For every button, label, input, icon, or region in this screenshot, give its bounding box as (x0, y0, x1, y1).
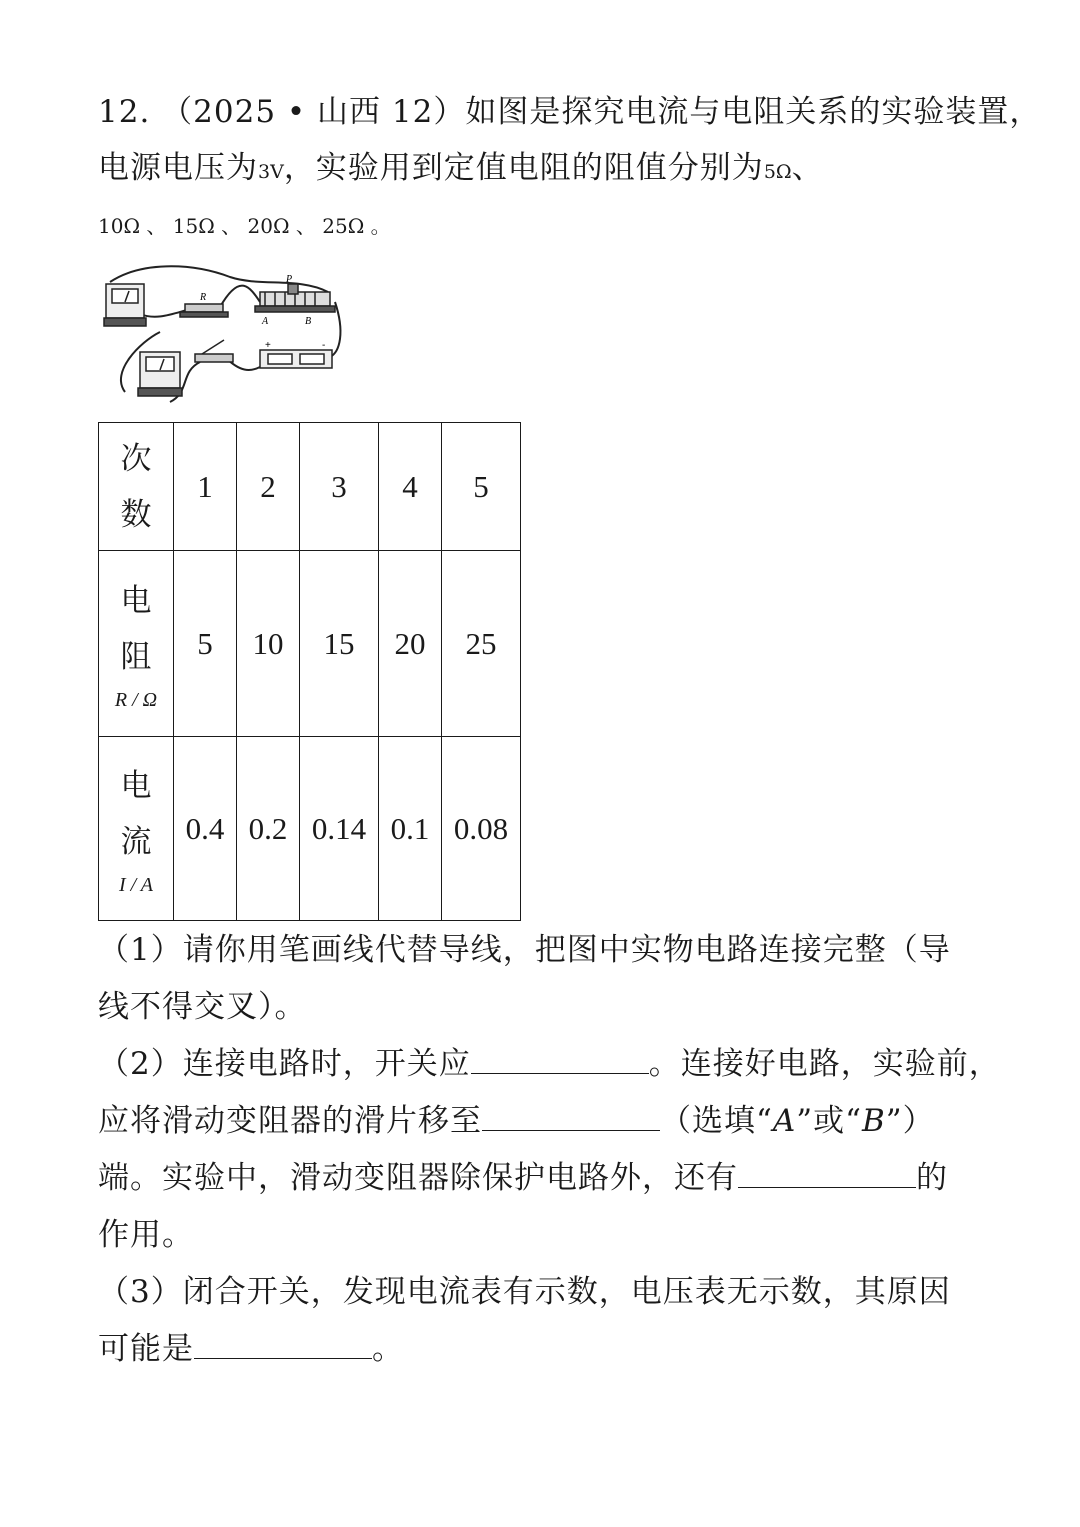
q2-text: 。连接好电路，实验前， (648, 1046, 1001, 1082)
separator: 、 (295, 214, 316, 238)
answer-blank-rheostat-role[interactable] (738, 1159, 916, 1188)
header-char: 阻 (120, 638, 152, 674)
table-cell: 10 (237, 551, 300, 737)
q2-text: ”或“ (796, 1103, 862, 1139)
resistor-value: 25Ω (322, 214, 365, 238)
table-cell: 15 (300, 551, 379, 737)
voltmeter (138, 352, 182, 396)
circuit-figure (100, 262, 345, 412)
resistor-value: 5Ω (763, 161, 792, 183)
row-header (99, 423, 174, 551)
table-row-current (99, 737, 521, 921)
q1-line-2 (98, 987, 307, 1027)
separator: 、 (146, 214, 167, 238)
stem-text: ，实验用到定值电阻的阻值分别为 (283, 150, 764, 186)
table-cell: 4 (379, 423, 442, 551)
q3-line-1 (98, 1272, 951, 1312)
answer-blank-reason[interactable] (194, 1330, 372, 1359)
option-A: A (772, 1103, 797, 1139)
q3-text: 可能是 (98, 1331, 194, 1367)
switch (195, 340, 233, 362)
table-row-trial (99, 423, 521, 551)
q1-text: 线不得交叉）。 (98, 989, 307, 1025)
q2-text: （选填“ (660, 1103, 773, 1139)
q2-text: （2）连接电路时，开关应 (98, 1046, 471, 1082)
row-header (99, 737, 174, 921)
header-char: 数 (120, 496, 152, 532)
stem-text: 电源电压为 (98, 150, 258, 186)
question-line-3 (98, 206, 391, 246)
table-cell: 3 (300, 423, 379, 551)
label-plus: + (265, 340, 271, 351)
header-char: 次 (120, 440, 152, 476)
table-cell: 25 (442, 551, 521, 737)
voltage-value: 3V (258, 161, 284, 183)
q2-text: 作用。 (98, 1217, 194, 1253)
resistor-value: 15Ω (172, 214, 215, 238)
table-cell: 1 (174, 423, 237, 551)
header-char: 电 (120, 767, 152, 803)
table-cell: 0.14 (300, 737, 379, 921)
table-cell: 5 (442, 423, 521, 551)
table-cell: 0.4 (174, 737, 237, 921)
period: 。 (370, 214, 391, 238)
q3-text: （3）闭合开关，发现电流表有示数，电压表无示数，其原因 (98, 1274, 951, 1310)
row-header (99, 551, 174, 737)
label-A: A (262, 316, 269, 327)
table-cell: 0.2 (237, 737, 300, 921)
label-B: B (305, 316, 312, 327)
question-stem-text: 12. （2025 • 山西 12）如图是探究电流与电阻关系的实验装置， (98, 94, 1042, 130)
label-minus: - (322, 340, 326, 351)
ammeter (104, 284, 146, 326)
table-cell: 0.08 (442, 737, 521, 921)
header-char: 流 (120, 823, 152, 859)
header-char: 电 (120, 582, 152, 618)
q2-line-2 (98, 1101, 935, 1141)
q1-line-1 (98, 930, 951, 970)
option-B: B (861, 1103, 886, 1139)
data-table (98, 422, 521, 921)
separator: 、 (221, 214, 242, 238)
table-cell: 5 (174, 551, 237, 737)
q3-text: 。 (372, 1331, 404, 1367)
label-R: R (200, 292, 207, 303)
stem-text: 、 (791, 150, 824, 186)
q2-text: 应将滑动变阻器的滑片移至 (98, 1103, 482, 1139)
table-cell: 2 (237, 423, 300, 551)
answer-blank-slider-end[interactable] (482, 1102, 660, 1131)
q2-line-4 (98, 1215, 194, 1255)
q3-line-2 (98, 1329, 404, 1369)
header-unit: I / A (118, 873, 154, 896)
question-line-1 (98, 92, 1041, 132)
q2-text: ”） (885, 1103, 935, 1139)
resistor-value: 10Ω (98, 214, 141, 238)
q2-line-3 (98, 1158, 948, 1198)
table-cell: 20 (379, 551, 442, 737)
header-unit: R / Ω (114, 688, 158, 711)
answer-blank-switch[interactable] (471, 1045, 649, 1074)
table-cell: 0.1 (379, 737, 442, 921)
question-line-2 (98, 148, 824, 192)
rheostat (255, 284, 335, 312)
q1-text: （1）请你用笔画线代替导线，把图中实物电路连接完整（导 (98, 932, 951, 968)
resistor-value: 20Ω (247, 214, 290, 238)
resistor (180, 304, 228, 317)
label-P: P (286, 274, 293, 285)
table-row-resistance (99, 551, 521, 737)
q2-text: 的 (916, 1160, 948, 1196)
battery (260, 350, 332, 368)
q2-line-1 (98, 1044, 1001, 1084)
wire (220, 286, 260, 307)
q2-text: 端。实验中，滑动变阻器除保护电路外，还有 (98, 1160, 738, 1196)
